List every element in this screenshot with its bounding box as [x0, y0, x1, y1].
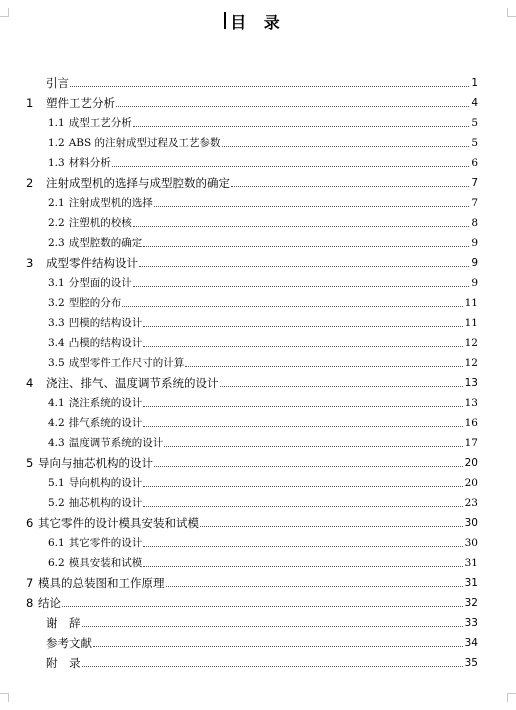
toc-entry-page: 8: [471, 217, 478, 229]
toc-entry-number: 3: [26, 256, 34, 270]
toc-entry[interactable]: [26, 230, 478, 250]
dot-leader: [143, 506, 462, 507]
toc-entry-number: 2.1: [48, 197, 65, 209]
toc-entry-label: 导向机构的设计: [68, 477, 143, 489]
toc-entry-label: 温度调节系统的设计: [68, 437, 164, 449]
toc-entry-label: 成型腔数的确定: [68, 237, 143, 249]
toc-entry-label: 注塑机的校核: [68, 217, 132, 229]
toc-entry-page: 20: [464, 457, 478, 469]
toc-entry-page: 34: [464, 637, 478, 649]
toc-entry[interactable]: [26, 610, 478, 630]
dot-leader: [143, 246, 469, 247]
toc-entry[interactable]: [26, 250, 478, 270]
toc-entry-number: 5.2: [48, 497, 65, 509]
toc-entry-page: 11: [464, 317, 478, 329]
dot-leader: [133, 226, 470, 227]
toc-entry-number: 4.2: [48, 417, 65, 429]
toc-entry[interactable]: [26, 290, 478, 310]
toc-entry-page: 13: [464, 397, 478, 409]
page-corner-mark: [0, 693, 9, 702]
toc-entry[interactable]: [26, 270, 478, 290]
toc-entry-label: 参考文献: [46, 636, 92, 650]
dot-leader: [185, 366, 462, 367]
toc-entry-page: 31: [464, 577, 478, 589]
page-corner-mark: [507, 693, 516, 702]
toc-entry[interactable]: [26, 370, 478, 390]
toc-entry-page: 7: [471, 177, 478, 189]
toc-entry-page: 11: [464, 297, 478, 309]
dot-leader: [164, 446, 462, 447]
toc-entry[interactable]: [26, 510, 478, 530]
dot-leader: [231, 186, 469, 187]
toc-entry-number: 8: [26, 596, 34, 610]
dot-leader: [122, 306, 462, 307]
toc-entry-label: 凹模的结构设计: [68, 317, 143, 329]
toc-entry[interactable]: [26, 530, 478, 550]
dot-leader: [154, 466, 463, 467]
toc-entry-page: 9: [471, 257, 478, 269]
toc-entry[interactable]: [26, 650, 478, 670]
toc-entry-number: 4.3: [48, 437, 65, 449]
toc-entry-label: 成型工艺分析: [68, 117, 132, 129]
toc-entry-label: 注射成型机的选择: [68, 197, 153, 209]
toc-entry-label: 结论: [38, 596, 61, 610]
toc-entry[interactable]: [26, 430, 478, 450]
toc-entry-number: 4: [26, 376, 34, 390]
toc-entry[interactable]: [26, 350, 478, 370]
toc-entry-number: 1.1: [48, 117, 65, 129]
toc-entry-label: 模具的总装图和工作原理: [38, 576, 165, 590]
toc-entry-number: 1.2: [48, 137, 65, 149]
toc-entry-number: 2.3: [48, 237, 65, 249]
toc-entry[interactable]: [26, 310, 478, 330]
dot-leader: [222, 146, 470, 147]
toc-entry-label: 浇注、排气、温度调节系统的设计: [46, 376, 219, 390]
toc-entry[interactable]: [26, 450, 478, 470]
toc-entry-page: 9: [471, 237, 478, 249]
toc-entry-label: 材料分析: [68, 157, 111, 169]
toc-entry-page: 30: [464, 537, 478, 549]
dot-leader: [154, 206, 470, 207]
table-of-contents: [26, 70, 478, 670]
dot-leader: [143, 406, 462, 407]
dot-leader: [70, 86, 469, 87]
toc-entry[interactable]: [26, 190, 478, 210]
toc-entry-page: 7: [471, 197, 478, 209]
toc-entry-page: 23: [464, 497, 478, 509]
toc-entry[interactable]: [26, 150, 478, 170]
dot-leader: [143, 346, 462, 347]
toc-entry[interactable]: [26, 570, 478, 590]
toc-entry-page: 31: [464, 557, 478, 569]
toc-entry-label: 引言: [46, 76, 69, 90]
dot-leader: [82, 666, 463, 667]
toc-entry-number: 3.1: [48, 277, 65, 289]
dot-leader: [143, 326, 462, 327]
toc-entry-number: 2.2: [48, 217, 65, 229]
toc-entry[interactable]: [26, 410, 478, 430]
toc-entry-page: 12: [464, 337, 478, 349]
toc-entry-label: 附 录: [46, 656, 81, 670]
toc-entry-label: 凸模的结构设计: [68, 337, 143, 349]
toc-entry[interactable]: [26, 590, 478, 610]
toc-entry-label: 谢 辞: [46, 616, 81, 630]
toc-entry-page: 17: [464, 437, 478, 449]
toc-entry-number: 3.4: [48, 337, 65, 349]
toc-entry-label: 注射成型机的选择与成型腔数的确定: [46, 176, 230, 190]
toc-entry[interactable]: [26, 170, 478, 190]
toc-entry-page: 5: [471, 137, 478, 149]
toc-entry-page: 1: [471, 77, 478, 89]
dot-leader: [133, 126, 470, 127]
dot-leader: [143, 546, 462, 547]
toc-entry-page: 32: [464, 597, 478, 609]
toc-entry-number: 1: [26, 96, 34, 110]
dot-leader: [143, 486, 462, 487]
dot-leader: [112, 166, 470, 167]
toc-entry-page: 6: [471, 157, 478, 169]
toc-entry-label: 其它零件的设计: [68, 537, 143, 549]
toc-title-text: 目 录: [230, 13, 286, 32]
toc-entry[interactable]: [26, 630, 478, 650]
toc-entry-page: 16: [464, 417, 478, 429]
toc-entry-page: 9: [471, 277, 478, 289]
toc-entry-number: 6: [26, 516, 34, 530]
toc-entry-label: 塑件工艺分析: [46, 96, 115, 110]
toc-entry-page: 12: [464, 357, 478, 369]
toc-entry-label: 抽芯机构的设计: [68, 497, 143, 509]
toc-entry-page: 35: [464, 657, 478, 669]
toc-entry-number: 3.2: [48, 297, 65, 309]
toc-entry-page: 33: [464, 617, 478, 629]
dot-leader: [116, 106, 469, 107]
toc-entry[interactable]: [26, 90, 478, 110]
toc-entry-page: 20: [464, 477, 478, 489]
dot-leader: [82, 626, 463, 627]
text-cursor: [224, 12, 226, 29]
toc-entry[interactable]: [26, 550, 478, 570]
toc-entry-page: 4: [471, 97, 478, 109]
toc-entry-number: 7: [26, 576, 34, 590]
toc-entry-number: 3.5: [48, 357, 65, 369]
toc-entry[interactable]: [26, 210, 478, 230]
toc-entry-number: 5.1: [48, 477, 65, 489]
toc-entry-number: 3.3: [48, 317, 65, 329]
toc-entry-label: 模具安装和试模: [68, 557, 143, 569]
toc-entry-number: 4.1: [48, 397, 65, 409]
toc-entry[interactable]: [26, 70, 478, 90]
dot-leader: [93, 646, 463, 647]
dot-leader: [139, 266, 469, 267]
toc-entry[interactable]: [26, 330, 478, 350]
toc-entry-number: 1.3: [48, 157, 65, 169]
toc-entry-label: 型腔的分布: [68, 297, 122, 309]
title-area: [0, 10, 516, 33]
toc-entry-page: 5: [471, 117, 478, 129]
dot-leader: [62, 606, 463, 607]
toc-entry-number: 6.2: [48, 557, 65, 569]
toc-title[interactable]: [230, 10, 286, 33]
toc-entry-number: 5: [26, 456, 34, 470]
toc-entry[interactable]: [26, 470, 478, 490]
toc-entry-label: 其它零件的设计模具安装和试模: [38, 516, 199, 530]
dot-leader: [133, 286, 470, 287]
toc-entry-label: 成型零件结构设计: [46, 256, 138, 270]
toc-entry-label: ABS 的注射成型过程及工艺参数: [68, 137, 221, 149]
toc-entry-label: 浇注系统的设计: [68, 397, 143, 409]
toc-entry-number: 2: [26, 176, 34, 190]
dot-leader: [220, 386, 463, 387]
toc-entry[interactable]: [26, 130, 478, 150]
dot-leader: [143, 426, 462, 427]
toc-entry-label: 分型面的设计: [68, 277, 132, 289]
toc-entry[interactable]: [26, 390, 478, 410]
dot-leader: [200, 526, 463, 527]
toc-entry-page: 30: [464, 517, 478, 529]
toc-entry-label: 成型零件工作尺寸的计算: [68, 357, 185, 369]
dot-leader: [166, 586, 463, 587]
toc-entry[interactable]: [26, 110, 478, 130]
toc-entry-label: 排气系统的设计: [68, 417, 143, 429]
toc-entry-page: 13: [464, 377, 478, 389]
toc-entry-number: 6.1: [48, 537, 65, 549]
toc-entry-label: 导向与抽芯机构的设计: [38, 456, 153, 470]
toc-entry[interactable]: [26, 490, 478, 510]
dot-leader: [143, 566, 462, 567]
